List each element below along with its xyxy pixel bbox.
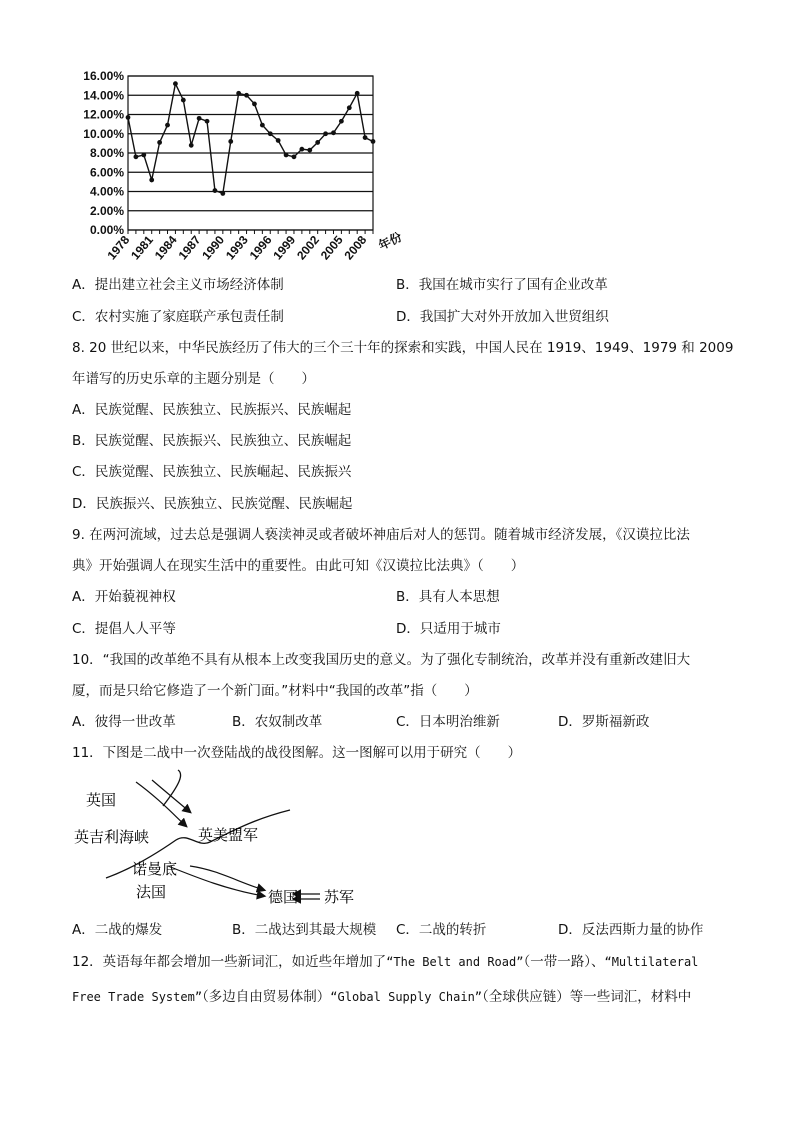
y-tick-label: 8.00% <box>89 146 124 160</box>
series-line <box>128 84 373 194</box>
x-tick-label: 2005 <box>317 232 346 263</box>
x-tick-label: 1999 <box>270 232 299 263</box>
label-normandy: 诺曼底 <box>132 861 178 878</box>
data-point <box>205 119 210 124</box>
y-tick-label: 16.00% <box>83 69 124 83</box>
q11-option-a[interactable]: A．二战的爆发 <box>72 922 163 938</box>
q11-option-b[interactable]: B．二战达到其最大规模 <box>232 922 377 938</box>
q8-stem-line1: 8. 20 世纪以来，中华民族经历了伟大的三个三十年的探索和实践，中国人民在 1919、1949、1979 和 2009 <box>72 340 734 356</box>
q8-option-a[interactable]: A．民族觉醒、民族独立、民族振兴、民族崛起 <box>72 402 352 418</box>
data-point <box>197 116 202 121</box>
x-tick-label: 1984 <box>151 232 180 263</box>
x-tick-label: 1990 <box>199 232 228 263</box>
q12-term-multilateral: “Multilateral <box>604 955 699 969</box>
y-tick-label: 4.00% <box>89 184 124 199</box>
data-point <box>292 154 297 159</box>
label-germany: 德国 <box>268 889 299 906</box>
q12-term-supply-chain: “Global Supply Chain” <box>330 990 483 1004</box>
q9-stem-line2: 典》开始强调人在现实生活中的重要性。由此可知《汉谟拉比法典》（ ） <box>72 558 525 574</box>
y-tick-label: 12.00% <box>83 107 124 122</box>
q12-text-4: （全球供应链）等一些词汇，材料中 <box>482 989 692 1005</box>
y-tick-label: 10.00% <box>83 126 124 141</box>
data-point <box>149 178 154 183</box>
data-point <box>244 93 249 98</box>
q7-option-b[interactable]: B．我国在城市实行了国有企业改革 <box>396 277 608 293</box>
q12-term-belt-road: “The Belt and Road” <box>386 955 524 969</box>
y-tick-label: 2.00% <box>89 203 124 218</box>
data-point <box>189 143 194 148</box>
q12-term-free-trade: Free Trade System” <box>72 990 203 1004</box>
arrow-britain-to-normandy <box>136 782 186 826</box>
label-france: 法国 <box>136 884 167 901</box>
x-tick-label: 1996 <box>246 232 275 263</box>
q11-option-c[interactable]: C．二战的转折 <box>396 922 487 938</box>
x-tick-label: 1981 <box>128 232 157 263</box>
data-point <box>213 188 218 193</box>
q9-option-d[interactable]: D．只适用于城市 <box>396 621 501 637</box>
q9-stem-line1: 9. 在两河流域，过去总是强调人亵渎神灵或者破坏神庙后对人的惩罚。随着城市经济发展，《汉谟拉比法 <box>72 527 690 543</box>
q9-option-a[interactable]: A．开始藐视神权 <box>72 589 176 605</box>
arrow-france-to-germany <box>168 866 264 896</box>
data-point <box>299 147 304 152</box>
q8-option-d[interactable]: D．民族振兴、民族独立、民族觉醒、民族崛起 <box>72 496 353 512</box>
data-point <box>228 139 233 144</box>
data-point <box>134 154 139 159</box>
label-channel: 英吉利海峡 <box>74 829 150 846</box>
q10-option-d[interactable]: D．罗斯福新政 <box>558 714 650 730</box>
q11-option-d[interactable]: D．反法西斯力量的协作 <box>558 922 704 938</box>
label-britain: 英国 <box>86 792 117 809</box>
q7-option-a[interactable]: A．提出建立社会主义市场经济体制 <box>72 277 284 293</box>
data-point <box>371 139 376 144</box>
q12-stem-line1 <box>72 953 698 971</box>
chart-svg <box>68 62 408 262</box>
data-point <box>363 135 368 140</box>
data-point <box>165 123 170 128</box>
arrow-britain-to-allies <box>152 780 190 812</box>
data-point <box>141 153 146 158</box>
data-point <box>347 105 352 110</box>
q10-stem-line2: 厦，而是只给它修造了一个新门面。”材料中“我国的改革”指（ ） <box>72 683 478 699</box>
y-tick-label: 0.00% <box>89 223 124 237</box>
data-point <box>355 91 360 96</box>
label-soviet: 苏军 <box>324 889 355 906</box>
data-point <box>307 148 312 153</box>
data-point <box>157 140 162 145</box>
q12-stem-line2 <box>72 988 691 1006</box>
q10-stem-line1: 10．“我国的改革绝不具有从根本上改变我国历史的意义。为了强化专制统治，改革并没有重新改建旧大 <box>72 652 691 668</box>
q8-stem-line2: 年谱写的历史乐章的主题分别是（ ） <box>72 371 315 387</box>
q8-option-c[interactable]: C．民族觉醒、民族独立、民族崛起、民族振兴 <box>72 464 352 480</box>
data-point <box>323 131 328 136</box>
diagram-svg <box>68 770 355 910</box>
q7-option-c[interactable]: C．农村实施了家庭联产承包责任制 <box>72 309 284 325</box>
x-tick-label: 1978 <box>104 232 133 263</box>
growth-line-chart <box>68 62 408 262</box>
q10-option-c[interactable]: C．日本明治维新 <box>396 714 500 730</box>
data-point <box>236 91 241 96</box>
y-tick-label: 14.00% <box>83 88 124 103</box>
q12-text-2: （一带一路）、 <box>523 954 605 970</box>
data-point <box>339 119 344 124</box>
q7-option-d[interactable]: D．我国扩大对外开放加入世贸组织 <box>396 309 609 325</box>
x-tick-label: 1993 <box>222 232 251 263</box>
q11-stem: 11．下图是二战中一次登陆战的战役图解。这一图解可以用于研究（ ） <box>72 745 522 761</box>
x-tick-label: 2002 <box>294 232 322 263</box>
label-allies: 英美盟军 <box>198 827 259 844</box>
x-tick-label: 2008 <box>341 232 370 263</box>
coastline-top <box>163 770 181 806</box>
q9-option-b[interactable]: B．具有人本思想 <box>396 589 500 605</box>
q10-option-b[interactable]: B．农奴制改革 <box>232 714 323 730</box>
q8-option-b[interactable]: B．民族觉醒、民族振兴、民族独立、民族崛起 <box>72 433 352 449</box>
data-point <box>181 98 186 103</box>
data-point <box>331 130 336 135</box>
y-tick-label: 6.00% <box>89 165 124 180</box>
data-point <box>220 191 225 196</box>
data-point <box>173 81 178 86</box>
data-point <box>252 102 257 107</box>
x-tick-label: 1987 <box>175 232 204 263</box>
q12-text-3: （多边自由贸易体制） <box>202 989 331 1005</box>
q9-option-c[interactable]: C．提倡人人平等 <box>72 621 176 637</box>
q10-option-a[interactable]: A．彼得一世改革 <box>72 714 176 730</box>
data-point <box>260 123 265 128</box>
x-axis-label: 年份 <box>376 229 405 253</box>
data-point <box>284 153 289 158</box>
data-point <box>126 115 131 120</box>
data-point <box>268 131 273 136</box>
arrow-normandy-to-germany <box>190 866 264 890</box>
data-point <box>276 138 281 143</box>
data-point <box>315 140 320 145</box>
q12-text-1: 12．英语每年都会增加一些新词汇，如近些年增加了 <box>72 954 387 970</box>
normandy-landing-diagram <box>68 770 355 910</box>
